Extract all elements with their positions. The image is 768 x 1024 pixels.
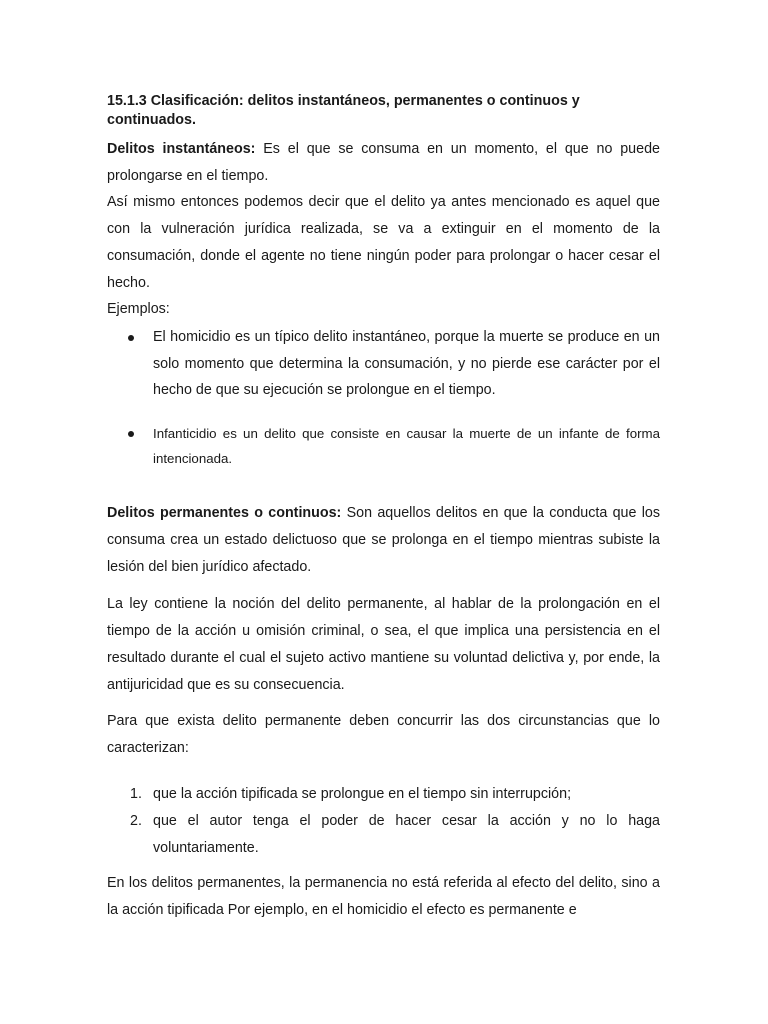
section-heading: 15.1.3 Clasificación: delitos instantáneos, permanentes o continuos y continuados. xyxy=(107,93,580,128)
para-que-paragraph: Para que exista delito permanente deben concurrir las dos circunstancias que lo caracterizan: xyxy=(107,713,660,756)
list-item xyxy=(107,421,660,471)
bullet-icon xyxy=(128,335,134,341)
closing-paragraph: En los delitos permanentes, la permanencia no está referida al efecto del delito, sino a la acción tipificada Por ejemplo, en el homicidio el efecto es permanente e xyxy=(107,875,660,918)
list-number: 1. xyxy=(130,786,142,802)
examples-label: Ejemplos: xyxy=(107,301,170,317)
permanentes-definition: Son aquellos delitos en que la conducta que los consuma crea un estado delictuoso que se prolonga en el tiempo mientras subiste la lesión del bien jurídico afectado. xyxy=(107,505,660,575)
instantaneos-term: Delitos instantáneos: xyxy=(107,141,256,157)
example-text: El homicidio es un típico delito instantáneo, porque la muerte se produce en un solo momento que determina la consumación, y no pierde ese carácter por el hecho de que su ejecución se prolongue en el tiempo. xyxy=(153,329,660,398)
bullet-icon xyxy=(128,431,134,437)
condition-text: que el autor tenga el poder de hacer cesar la acción y no lo haga voluntariamente. xyxy=(153,813,660,856)
instantaneos-definition-paragraph xyxy=(107,136,660,190)
list-number: 2. xyxy=(130,813,142,829)
condition-text: que la acción tipificada se prolongue en el tiempo sin interrupción; xyxy=(153,786,572,802)
permanentes-term: Delitos permanentes o continuos: xyxy=(107,505,342,521)
permanentes-definition-paragraph xyxy=(107,500,660,581)
list-item xyxy=(107,324,660,404)
list-item xyxy=(107,781,660,808)
instantaneos-explanation: Así mismo entonces podemos decir que el delito ya antes mencionado es aquel que con la vulneración jurídica realizada, se va a extinguir en el momento de la consumación, donde el agente no tiene ningún poder para prolongar o hacer cesar el hecho. xyxy=(107,194,660,291)
instantaneos-definition: Es el que se consuma en un momento, el que no puede prolongarse en el tiempo. xyxy=(107,141,660,184)
list-item xyxy=(107,808,660,862)
conditions-list xyxy=(107,781,660,862)
ley-paragraph: La ley contiene la noción del delito permanente, al hablar de la prolongación en el tiempo de la acción u omisión criminal, o sea, el que implica una persistencia en el resultado durante el cual el sujeto activo mantiene su voluntad delictiva y, por ende, la antijuricidad que es su consecuencia. xyxy=(107,596,660,693)
examples-list xyxy=(107,324,660,471)
example-text: Infanticidio es un delito que consiste en causar la muerte de un infante de forma intencionada. xyxy=(153,425,660,466)
